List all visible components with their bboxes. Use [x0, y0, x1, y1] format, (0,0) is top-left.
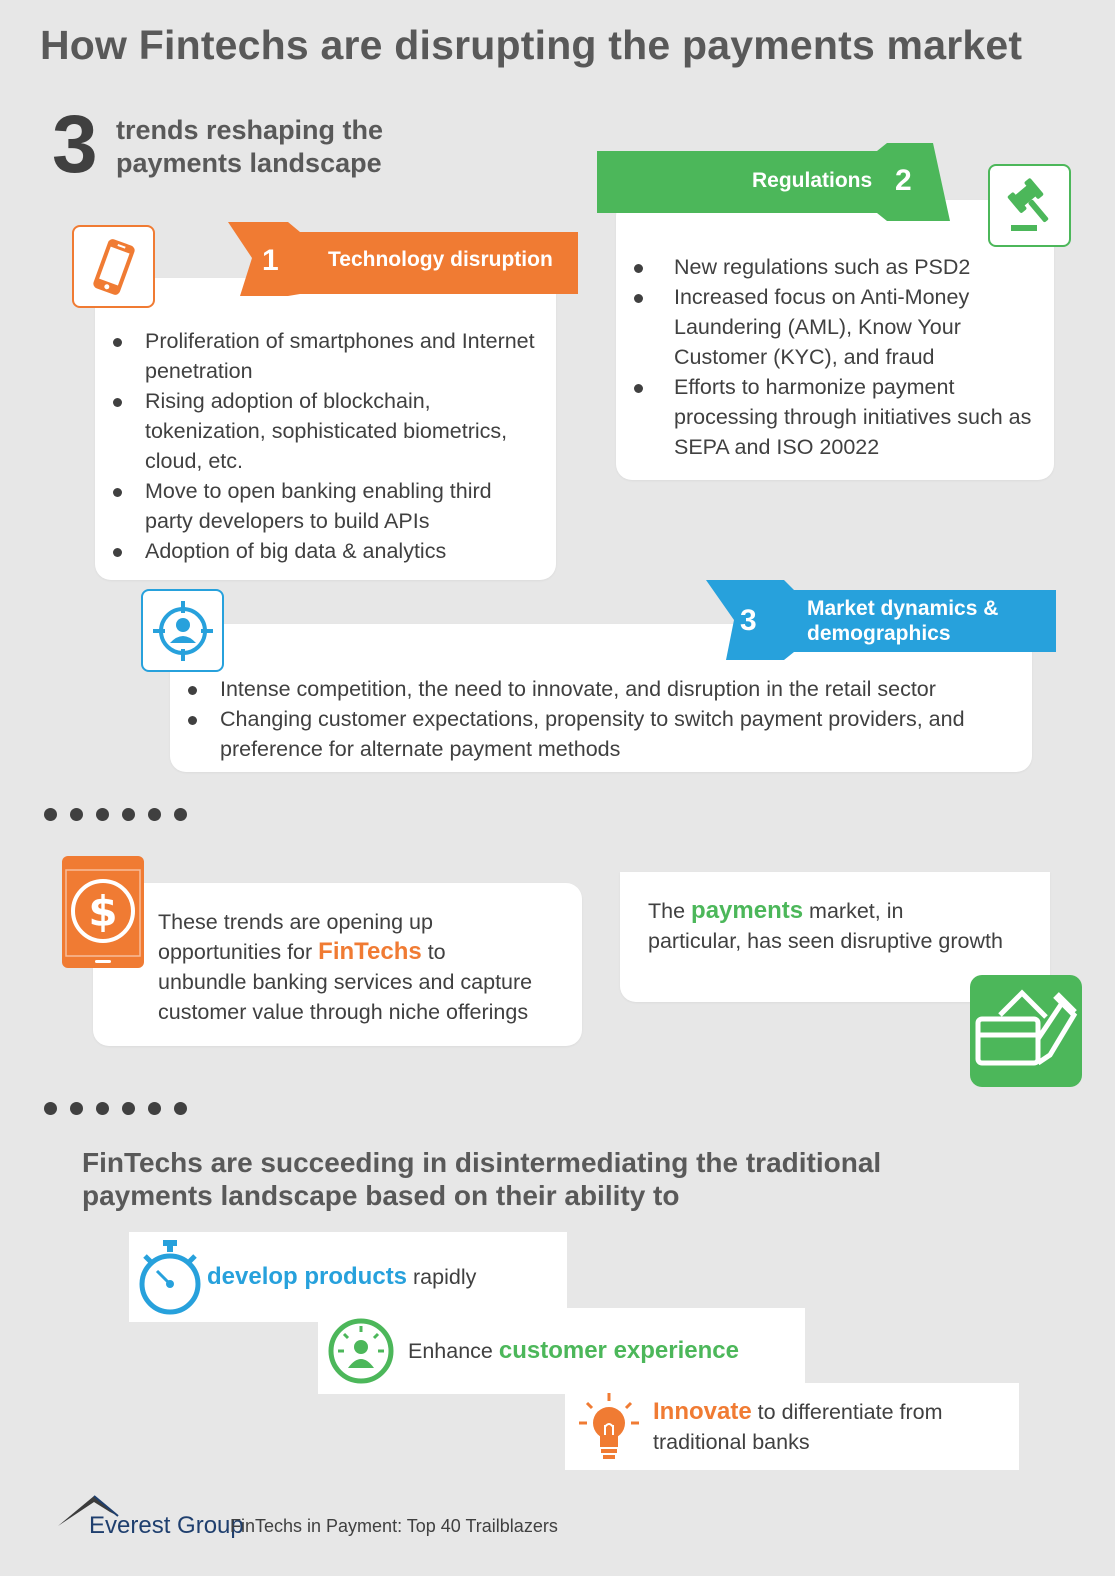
- ability-develop-products: develop products rapidly: [129, 1232, 567, 1322]
- trend3-number: 3: [740, 604, 757, 637]
- trend3-bullets: [170, 674, 1020, 764]
- trend1-card: [95, 278, 556, 580]
- list-item: Efforts to harmonize payment processing through initiatives such as SEPA and ISO 20022: [616, 372, 1036, 462]
- separator-dots: [44, 1102, 187, 1115]
- innovate-highlight: Innovate: [653, 1397, 752, 1425]
- opportunity-text: These trends are opening up opportunities for FinTechs to unbundle banking services and capture customer value through niche offerings: [158, 910, 533, 1024]
- list-item: Increased focus on Anti-Money Laundering (AML), Know Your Customer (KYC), and fraud: [616, 282, 1036, 372]
- page-title: How Fintechs are disrupting the payments market: [40, 22, 1023, 68]
- list-item: Intense competition, the need to innovate, and disruption in the retail sector: [170, 674, 1020, 704]
- mobile-dollar-icon: [62, 856, 144, 973]
- payments-highlight: payments: [691, 897, 804, 924]
- list-item: Move to open banking enabling third party developers to build APIs: [95, 476, 535, 536]
- fintechs-highlight: FinTechs: [318, 938, 422, 965]
- develop-products-highlight: develop products: [207, 1263, 408, 1290]
- trend2-number: 2: [895, 164, 912, 197]
- list-item: Rising adoption of blockchain, tokenization, sophisticated biometrics, cloud, etc.: [95, 386, 535, 476]
- opportunity-card: [93, 883, 582, 1046]
- list-item: Proliferation of smartphones and Internet penetration: [95, 326, 535, 386]
- trend2-bullets: [616, 252, 1036, 462]
- trend1-label: Technology disruption: [328, 248, 553, 271]
- trend3-label: Market dynamics & demographics: [807, 597, 999, 645]
- payments-text: The payments market, in particular, has seen disruptive growth: [648, 897, 1003, 953]
- separator-dots: [44, 808, 187, 821]
- trends-count: 3: [52, 99, 98, 190]
- card-payment-icon: [970, 975, 1082, 1092]
- list-item: New regulations such as PSD2: [616, 252, 1036, 282]
- trend2-label: Regulations: [752, 169, 873, 192]
- list-item: Changing customer expectations, propensity to switch payment providers, and preference for alternate payment methods: [170, 704, 1020, 764]
- stopwatch-icon: [135, 1238, 205, 1316]
- trends-subtitle: trends reshaping the payments landscape: [116, 115, 384, 178]
- customer-icon: [326, 1316, 396, 1386]
- conclusion-heading: FinTechs are succeeding in disintermediating the traditional payments landscape based on their ability to: [82, 1147, 882, 1211]
- target-person-icon: [141, 589, 224, 672]
- list-item: Adoption of big data & analytics: [95, 536, 535, 566]
- customer-experience-highlight: customer experience: [498, 1337, 739, 1364]
- ability-customer-experience: Enhance customer experience: [318, 1308, 805, 1394]
- footer-brand: Everest Group: [89, 1512, 244, 1539]
- lightbulb-icon: [575, 1391, 643, 1463]
- smartphone-icon: [72, 225, 155, 308]
- svg-text:$: $: [88, 887, 118, 936]
- gavel-icon: [988, 164, 1071, 247]
- footer-subtitle: FinTechs in Payment: Top 40 Trailblazers: [230, 1516, 558, 1536]
- trend1-bullets: [95, 326, 535, 566]
- ability-innovate: Innovate to differentiate from traditional banks: [565, 1383, 1019, 1470]
- trend1-number: 1: [262, 244, 279, 277]
